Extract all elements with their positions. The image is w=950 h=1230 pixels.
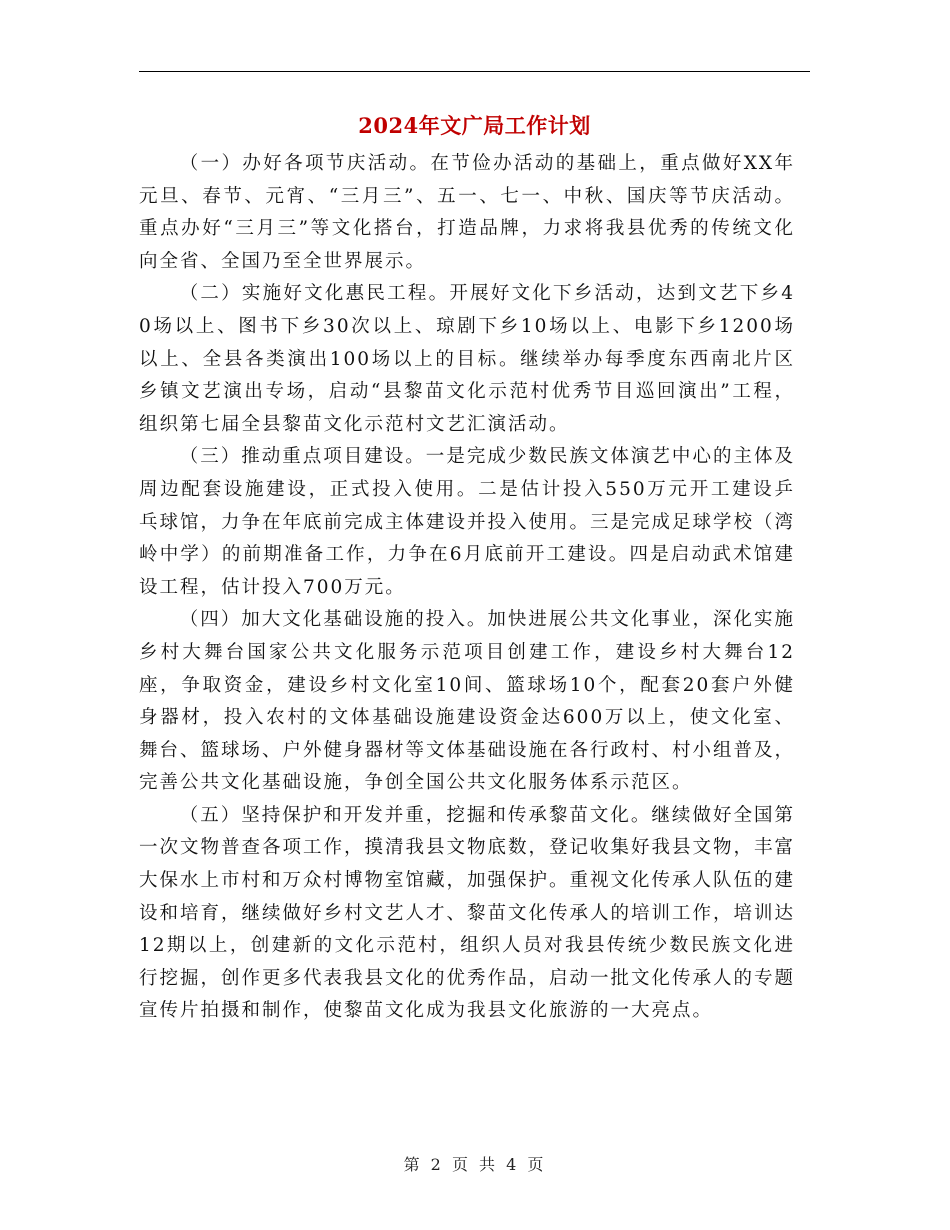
paragraph-2: （二）实施好文化惠民工程。开展好文化下乡活动，达到文艺下乡40场以上、图书下乡30次以上、琼剧下乡10场以上、电影下乡1200场以上、全县各类演出100场以上的目标。继续举办每季度东西南北片区乡镇文艺演出专场，启动“县黎苗文化示范村优秀节目巡回演出”工程，组织第七届全县黎苗文化示范村文艺汇演活动。 xyxy=(139,283,795,435)
page-number-footer: 第 2 页 共 4 页 xyxy=(403,1155,547,1174)
paragraph-5: （五）坚持保护和开发并重，挖掘和传承黎苗文化。继续做好全国第一次文物普查各项工作，摸清我县文物底数，登记收集好我县文物，丰富大保水上市村和万众村博物室馆藏，加强保护。重视文化传承人队伍的建设和培育，继续做好乡村文艺人才、黎苗文化传承人的培训工作，培训达12期以上，创建新的文化示范村，组织人员对我县传统少数民族文化进行挖掘，创作更多代表我县文化的优秀作品，启动一批文化传承人的专题宣传片拍摄和制作，使黎苗文化成为我县文化旅游的一大亮点。 xyxy=(139,804,796,1022)
document-title: 2024年文广局工作计划 xyxy=(358,113,591,138)
document-body xyxy=(139,148,795,1028)
header-rule xyxy=(139,71,810,72)
paragraph-1: （一）办好各项节庆活动。在节俭办活动的基础上，重点做好XX年元旦、春节、元宵、“三月三”、五一、七一、中秋、国庆等节庆活动。重点办好“三月三”等文化搭台，打造品牌，力求将我县优秀的传统文化向全省、全国乃至全世界展示。 xyxy=(139,153,795,272)
paragraph-4: （四）加大文化基础设施的投入。加快进展公共文化事业，深化实施乡村大舞台国家公共文化服务示范项目创建工作，建设乡村大舞台12座，争取资金，建设乡村文化室10间、篮球场10个，配套20套户外健身器材，投入农村的文体基础设施建设资金达600万以上，使文化室、舞台、篮球场、户外健身器材等文体基础设施在各行政村、村小组普及，完善公共文化基础设施，争创全国公共文化服务体系示范区。 xyxy=(139,609,796,794)
paragraph-3: （三）推动重点项目建设。一是完成少数民族文体演艺中心的主体及周边配套设施建设，正式投入使用。二是估计投入550万元开工建设乒乓球馆，力争在年底前完成主体建设并投入使用。三是完成足球学校（湾岭中学）的前期准备工作，力争在6月底前开工建设。四是启动武术馆建设工程，估计投入700万元。 xyxy=(139,446,796,598)
